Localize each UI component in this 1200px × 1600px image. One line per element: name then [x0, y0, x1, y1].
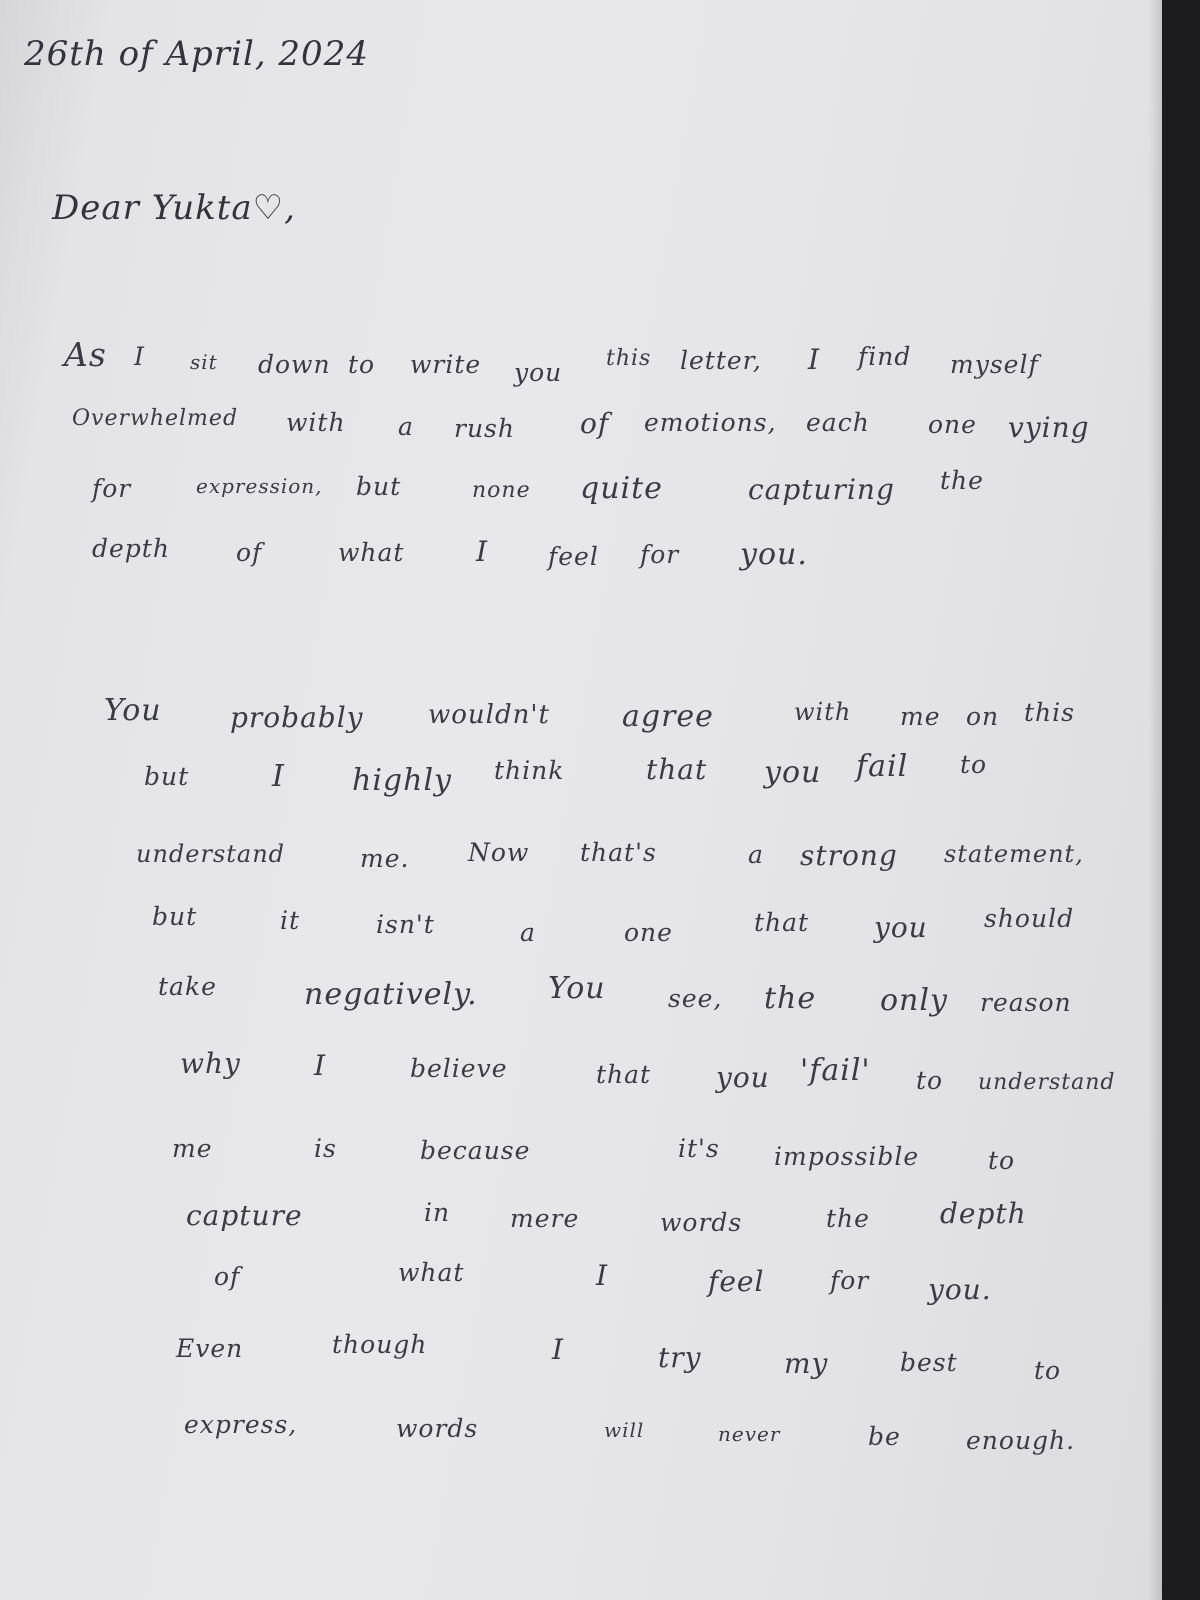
word: for [830, 1266, 870, 1295]
word: that [596, 1060, 652, 1089]
word: of [580, 407, 610, 440]
word: this [1024, 698, 1075, 727]
word: impossible [774, 1142, 920, 1171]
word: write [410, 350, 482, 379]
word: one [928, 410, 977, 439]
word: myself [950, 350, 1039, 379]
word: the [826, 1204, 870, 1233]
word: it [280, 906, 301, 935]
word: see, [668, 984, 723, 1013]
word: understand [978, 1070, 1116, 1095]
word: to [988, 1146, 1016, 1175]
word: though [332, 1330, 428, 1359]
word: I [272, 759, 285, 794]
word: negatively. [304, 977, 478, 1012]
word: reason [980, 988, 1072, 1017]
word: I [314, 1049, 327, 1082]
word: believe [410, 1054, 508, 1083]
letter-date: 26th of April, 2024 [24, 34, 369, 74]
word: never [718, 1422, 781, 1446]
word: that [646, 753, 708, 786]
word: what [398, 1258, 465, 1287]
word: express, [184, 1410, 298, 1439]
word: you. [928, 1273, 992, 1306]
word: expression, [196, 474, 323, 498]
word: what [338, 538, 405, 567]
word: take [158, 972, 217, 1001]
word: rush [454, 414, 515, 443]
word: feel [548, 542, 599, 571]
word: of [214, 1262, 241, 1291]
word: a [520, 918, 536, 947]
word: this [606, 346, 652, 371]
word: only [880, 983, 948, 1018]
word: none [472, 478, 531, 503]
word: but [152, 902, 198, 931]
word: with [794, 698, 852, 726]
word: you [764, 755, 822, 790]
word: Even [176, 1334, 244, 1363]
word: of [236, 538, 263, 567]
word: in [424, 1198, 451, 1227]
word: agree [622, 699, 714, 734]
word: will [604, 1418, 645, 1442]
word: isn't [376, 910, 435, 939]
letter-greeting: Dear Yukta♡, [52, 188, 296, 228]
word: you. [740, 537, 808, 572]
word: fail [856, 749, 909, 784]
word: words [660, 1208, 743, 1237]
word: sit [190, 350, 218, 374]
word: vying [1008, 411, 1090, 444]
word: me. [360, 844, 410, 873]
word: wouldn't [428, 700, 550, 730]
word: to [1034, 1356, 1062, 1385]
word: to [960, 750, 988, 779]
word: with [286, 408, 346, 437]
word: You [104, 693, 162, 728]
word: on [966, 702, 1000, 731]
word: depth [92, 534, 170, 563]
word: capturing [748, 473, 895, 506]
word: You [548, 971, 606, 1006]
word: feel [708, 1265, 765, 1298]
paper-edge-shadow [1148, 0, 1162, 1600]
word: letter, [680, 346, 762, 375]
word: depth [940, 1197, 1027, 1230]
word: I [596, 1259, 609, 1292]
word: each [806, 408, 870, 437]
word: me [900, 702, 941, 731]
word: Now [468, 838, 530, 867]
word: the [940, 466, 984, 495]
word: should [984, 904, 1075, 933]
word: think [494, 756, 565, 785]
word: the [764, 981, 817, 1016]
word: you [716, 1061, 770, 1094]
word: why [180, 1047, 241, 1080]
word: you [514, 358, 563, 387]
word: I [552, 1333, 565, 1366]
word: one [624, 918, 673, 947]
word: words [396, 1414, 479, 1443]
word: best [900, 1348, 958, 1377]
word: to [348, 350, 376, 379]
word: capture [186, 1199, 303, 1232]
word: that's [580, 838, 657, 867]
desk-background [1162, 0, 1200, 1600]
word: me [172, 1134, 213, 1163]
word: because [420, 1136, 531, 1165]
word: As [64, 335, 107, 374]
word: a [398, 412, 414, 441]
word: find [858, 342, 912, 371]
word: my [784, 1347, 829, 1380]
word: quite [580, 471, 663, 506]
word: is [314, 1134, 337, 1163]
word: understand [136, 840, 286, 868]
word: be [868, 1422, 901, 1451]
word: for [640, 540, 680, 569]
word: it's [678, 1134, 720, 1163]
word: to [916, 1066, 944, 1095]
word: probably [230, 701, 364, 734]
word: for [92, 474, 132, 503]
word: emotions, [644, 408, 777, 437]
word: down [258, 350, 331, 379]
word: I [808, 343, 821, 376]
word: highly [352, 763, 452, 798]
word: try [658, 1341, 702, 1374]
word: I [134, 342, 145, 371]
word: that [754, 908, 810, 937]
word: 'fail' [800, 1053, 871, 1088]
word: mere [510, 1204, 580, 1233]
word: a [748, 840, 764, 869]
word: I [476, 535, 489, 568]
word: strong [800, 839, 898, 872]
word: but [356, 472, 402, 501]
word: enough. [966, 1426, 1076, 1455]
word: you [874, 911, 928, 944]
word: statement, [944, 840, 1084, 868]
word: but [144, 762, 190, 791]
word: Overwhelmed [72, 406, 239, 431]
